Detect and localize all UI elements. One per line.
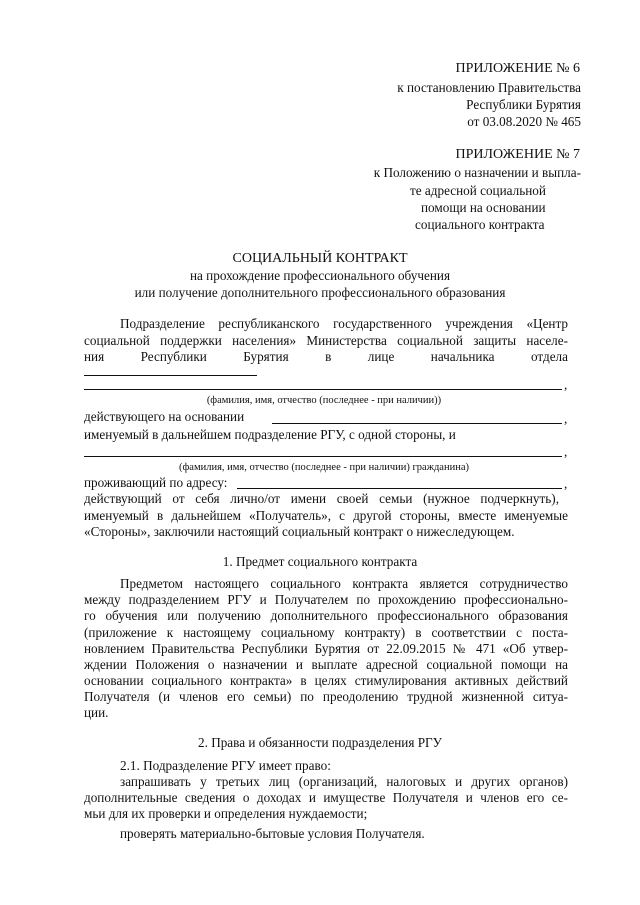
intro-line: «Стороны», заключили настоящий социальный контракт о нижеследующем. [84,524,515,539]
section-line: го обучения или получению дополнительного профессионального образования [84,608,568,623]
intro-line: социальной поддержки населения» Министерства социальной защиты населе- [84,333,568,348]
section-line: запрашивать у третьих лиц (организаций, налоговых и других органов) [120,774,568,789]
document-subtitle: или получение дополнительного профессионального образования [134,285,506,300]
appendix6-line: Республики Бурятия [466,97,581,112]
section-line: дополнительные сведения о доходах и имуществе Получателя и членов его се- [84,790,568,805]
section-line: (приложение к настоящему социальному контракту) в соответствии с поста- [84,625,568,640]
blank-line [237,488,562,489]
blank-line [84,389,562,390]
section-line: 2.1. Подразделение РГУ имеет право: [120,758,331,773]
appendix7-line: к Положению о назначении и выпла- [373,165,581,180]
section-line: основании социального контракта» в целях стимулирования активных действий [84,673,568,688]
comma: , [564,476,568,491]
comma: , [564,377,568,392]
blank-line [272,423,562,424]
appendix7-line: те адресной социальной [410,183,546,198]
intro-line: ния Республики Бурятия в лице начальника отдела [84,349,568,364]
section-title: 2. Права и обязанности подразделения РГУ [198,735,442,750]
section-line: мьи для их проверки и определения нуждаемости; [84,806,368,821]
section-line: Предметом настоящего социального контракта является сотрудничество [120,576,568,591]
intro-line: проживающий по адресу: [84,475,228,490]
intro-line: действующего на основании [84,409,245,424]
section-line: между подразделением РГУ и Получателем по прохождению профессионально- [84,592,568,607]
document-title: СОЦИАЛЬНЫЙ КОНТРАКТ [232,251,408,266]
section-line: ции. [84,705,109,720]
section-line: проверять материально-бытовые условия Получателя. [120,826,425,841]
appendix6-title: ПРИЛОЖЕНИЕ № 6 [455,61,580,76]
intro-line: именуемый в дальнейшем подразделение РГУ, с одной стороны, и [84,427,456,442]
appendix6-line: от 03.08.2020 № 465 [467,114,581,129]
blank-line [84,456,562,457]
intro-line: Подразделение республиканского государственного учреждения «Центр [120,316,568,331]
comma: , [564,444,568,459]
intro-line: именуемый в дальнейшем «Получатель», с другой стороны, вместе именуемые [84,508,568,523]
section-line: новлением Правительства Республики Бурятия от 22.09.2015 № 471 «Об утвер- [84,641,568,656]
intro-line: действующий от себя лично/от имени своей семьи (нужное подчеркнуть), [84,491,559,506]
appendix7-line: социального контракта [415,217,545,232]
appendix7-line: помощи на основании [421,200,546,215]
field-caption: (фамилия, имя, отчество (последнее - при наличии)) [206,395,442,406]
section-title: 1. Предмет социального контракта [222,554,418,569]
comma: , [564,411,568,426]
section-line: Получателя (и членов его семьи) по преодолению трудной жизненной ситуа- [84,689,568,704]
blank-line [84,375,257,376]
document-subtitle: на прохождение профессионального обучения [189,268,451,283]
field-caption: (фамилия, имя, отчество (последнее - при наличии) гражданина) [179,462,469,473]
section-line: ждении Положения о назначении и выплате адресной социальной помощи на [84,657,568,672]
appendix6-line: к постановлению Правительства [397,80,581,95]
appendix7-title: ПРИЛОЖЕНИЕ № 7 [455,147,580,162]
